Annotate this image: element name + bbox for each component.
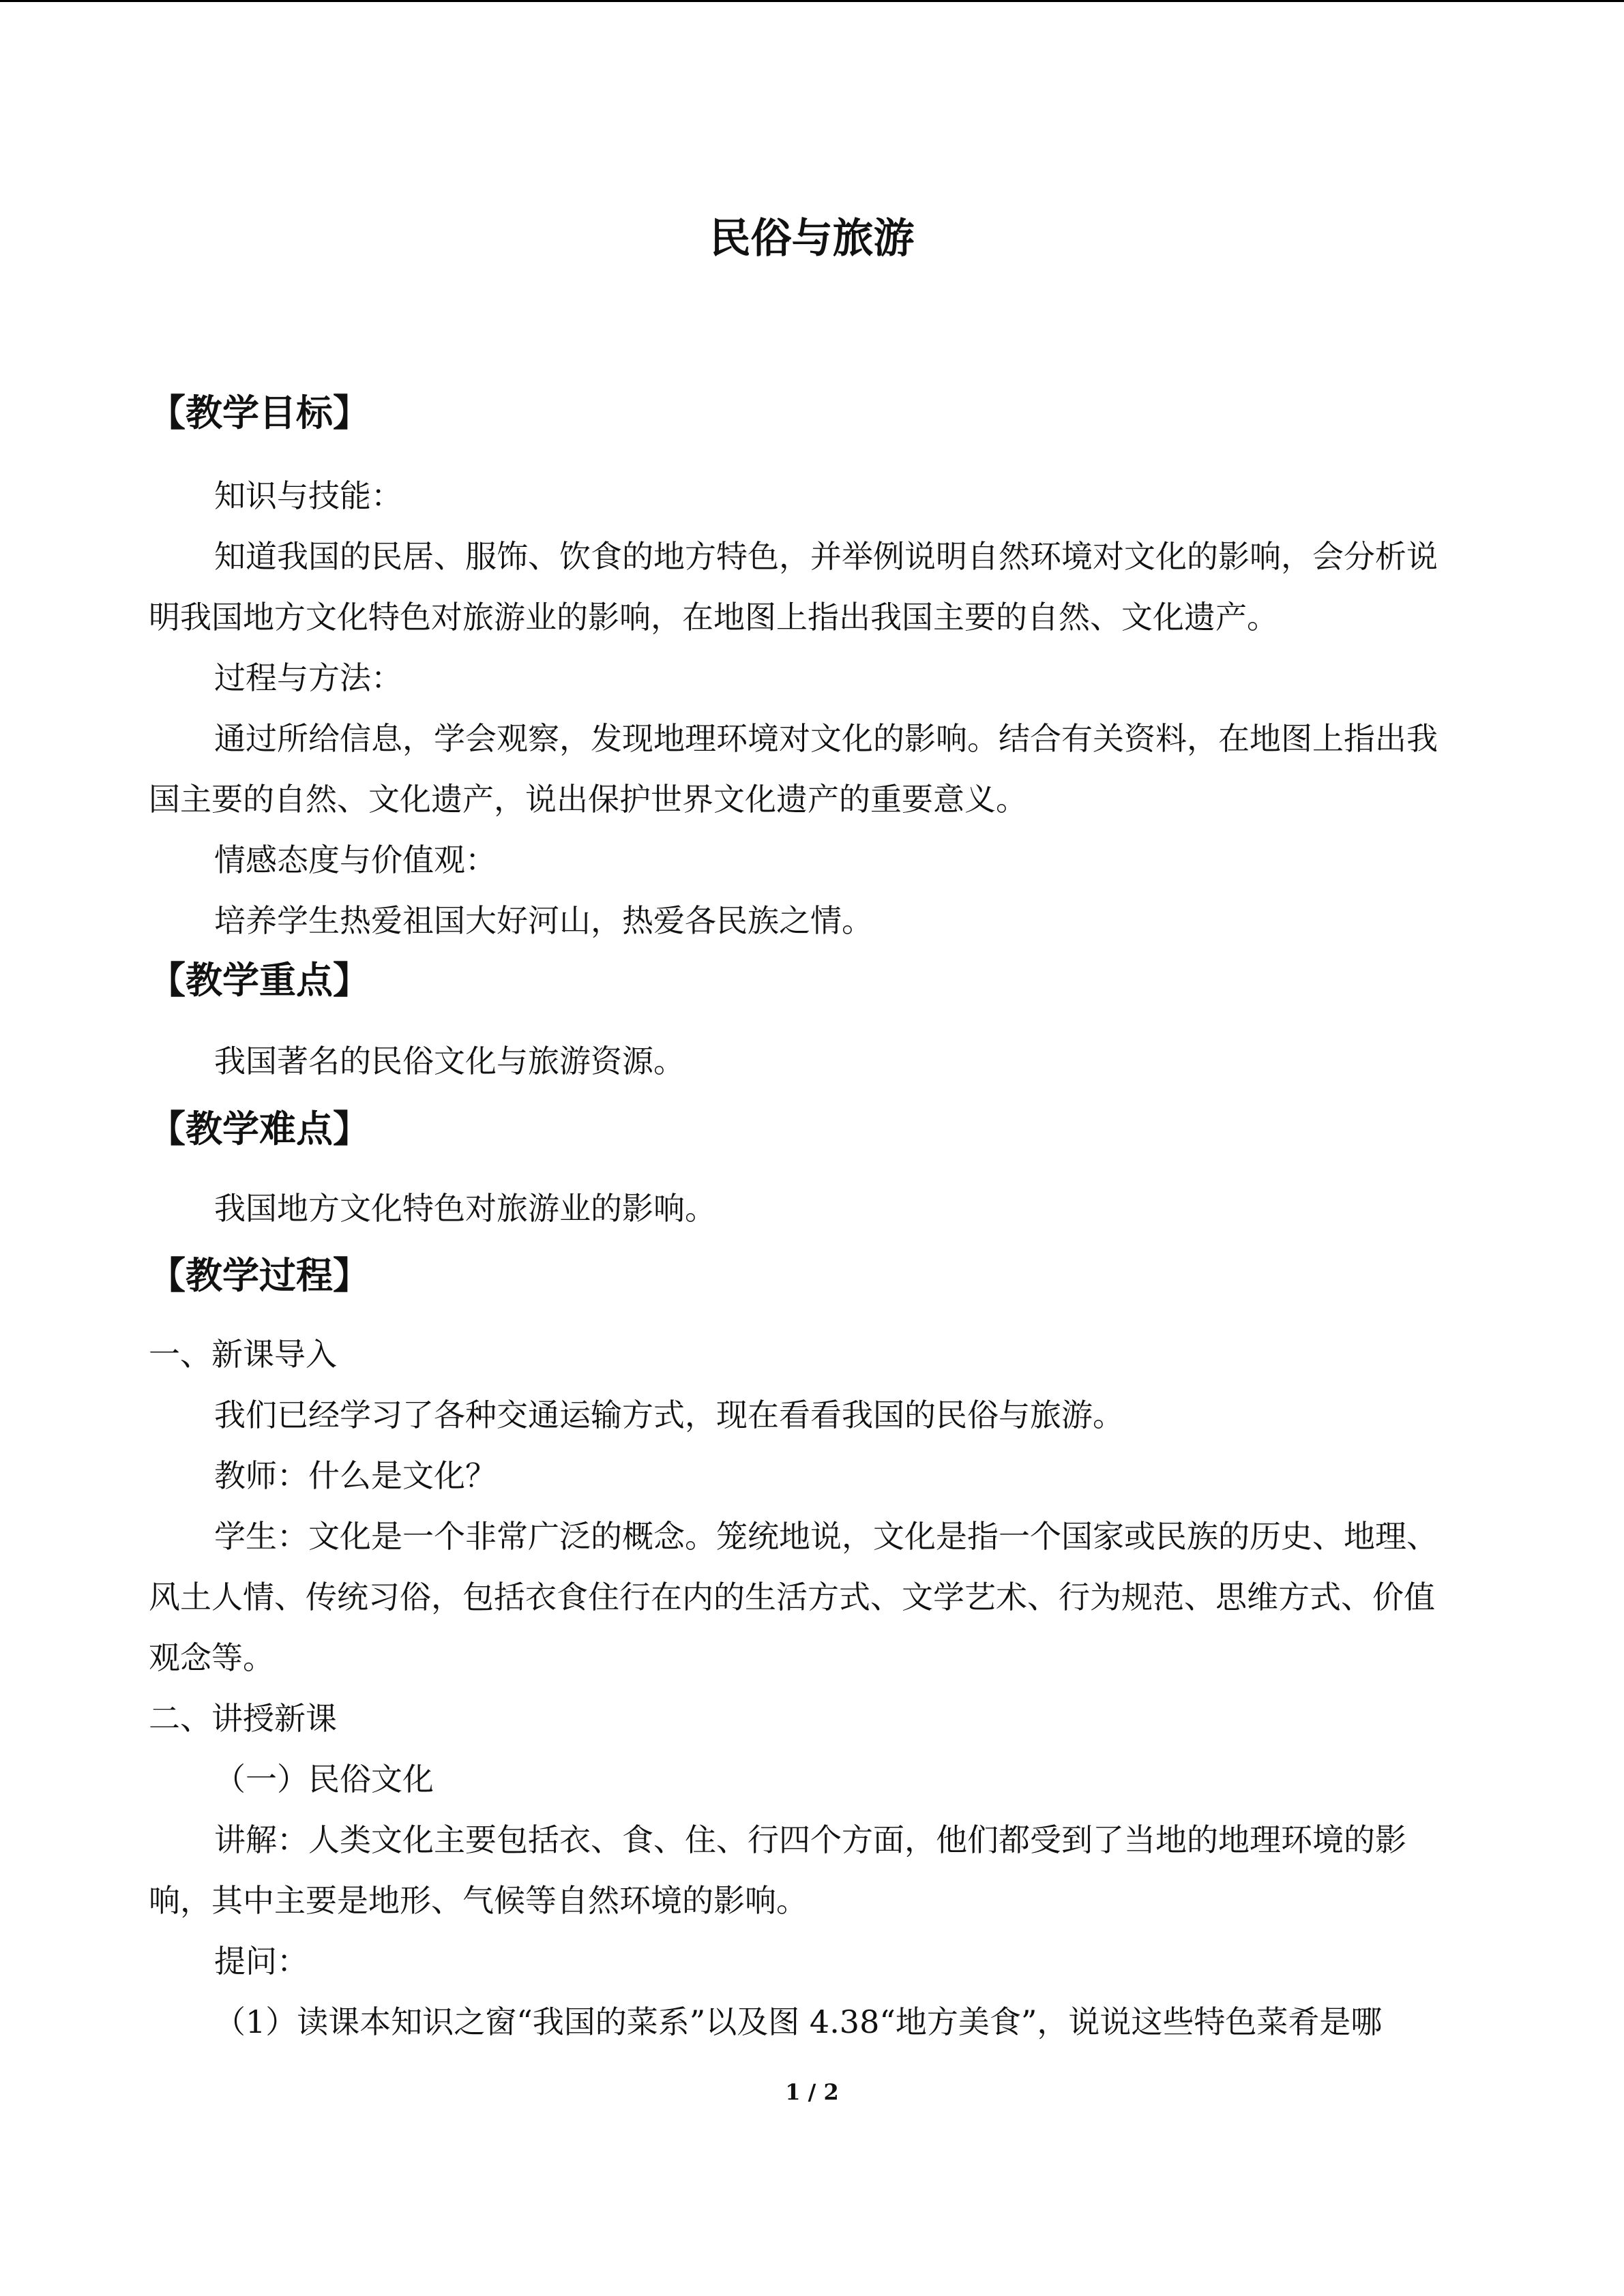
process-method-text: 通过所给信息，学会观察，发现地理环境对文化的影响。结合有关资料，在地图上指出我国主要的自然、文化遗产，说出保护世界文化遗产的重要意义。 [149,720,1438,818]
emotion-values-text: 培养学生热爱祖国大好河山，热爱各民族之情。 [214,902,873,939]
knowledge-skills-text: 知道我国的民居、服饰、饮食的地方特色，并举例说明自然环境对文化的影响，会分析说明我国地方文化特色对旅游业的影响，在地图上指出我国主要的自然、文化遗产。 [149,538,1438,636]
emotion-values-label: 情感态度与价值观： [214,841,497,878]
top-border-line [0,0,1624,2]
student-answer: 学生：文化是一个非常广泛的概念。笼统地说，文化是指一个国家或民族的历史、地理、风土人情、传统习俗，包括衣食住行在内的生活方式、文学艺术、行为规范、思维方式、价值观念等。 [149,1518,1438,1676]
heading-teaching-process: 【教学过程】 [149,1253,370,1297]
difficult-points-text: 我国地方文化特色对旅游业的影响。 [214,1190,716,1227]
part2-title: 二、讲授新课 [149,1700,337,1737]
heading-difficult-points: 【教学难点】 [149,1107,370,1150]
question-label: 提问： [214,1943,308,1980]
key-points-text: 我国著名的民俗文化与旅游资源。 [214,1043,685,1079]
teacher-question: 教师：什么是文化？ [214,1457,497,1494]
page-title: 民俗与旅游 [709,215,915,263]
knowledge-skills-label: 知识与技能： [214,477,402,514]
explanation-text: 讲解：人类文化主要包括衣、食、住、行四个方面，他们都受到了当地的地理环境的影响，其中主要是地形、气候等自然环境的影响。 [149,1821,1406,1919]
process-method-label: 过程与方法： [214,659,402,696]
page-number: 1 / 2 [785,2079,839,2105]
intro-text: 我们已经学习了各种交通运输方式，现在看看我国的民俗与旅游。 [214,1397,1124,1433]
subsection-folk-culture: （一）民俗文化 [214,1761,434,1798]
question-1: （1）读课本知识之窗“我国的菜系”以及图 4.38“地方美食”，说说这些特色菜肴是哪 [214,2003,1383,2040]
part1-title: 一、新课导入 [149,1336,337,1373]
heading-teaching-objectives: 【教学目标】 [149,391,370,434]
heading-key-points: 【教学重点】 [149,958,370,1002]
